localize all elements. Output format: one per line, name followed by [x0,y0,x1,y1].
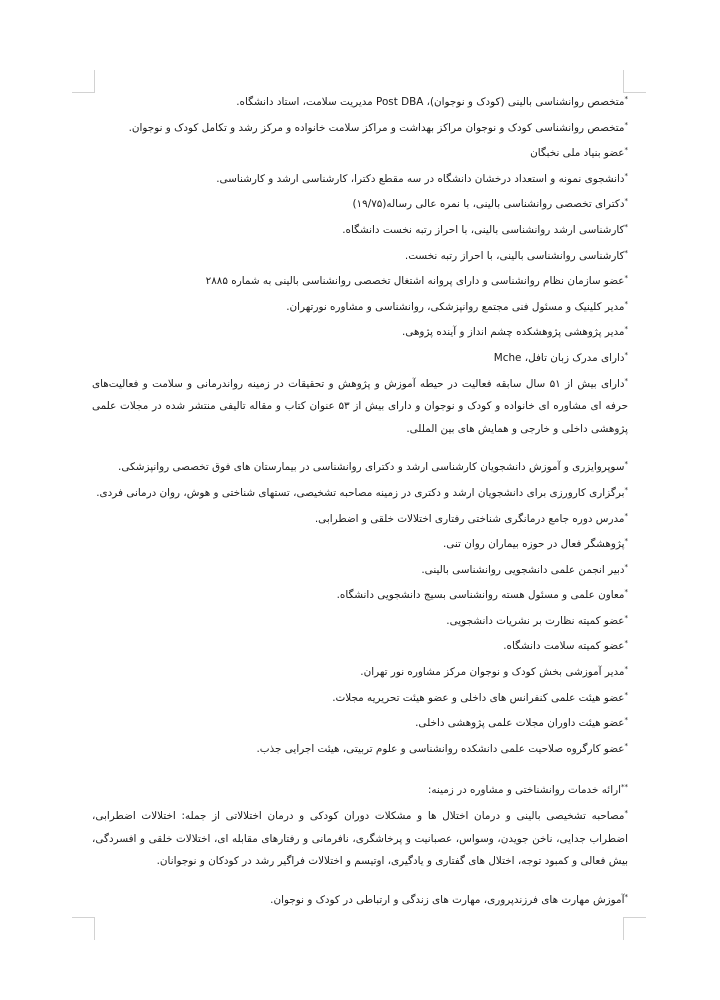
paragraph: *مدیر کلینیک و مسئول فنی مجتمع روانپزشکی، روانشناسی و مشاوره نورتهران. [286,299,628,313]
bullet-star: * [624,716,628,725]
paragraph: *کارشناسی ارشد روانشناسی بالینی، با احراز رتبه نخست دانشگاه. [342,222,628,236]
paragraph: *عضو هیئت علمی کنفرانس های داخلی و عضو هیئت تحریریه مجلات. [332,690,628,704]
paragraph: *مدیر پژوهشی پژوهشکده چشم انداز و آینده پژوهی. [401,325,628,339]
paragraph: *عضو هیئت داوران مجلات علمی پژوهشی داخلی. [415,716,628,730]
bullet-star: * [624,325,628,334]
bullet-star: * [624,690,628,699]
paragraph: *مدرس دوره جامع درمانگری شناختی رفتاری اختلالات خلقی و اضطرابی. [314,511,628,525]
paragraph: *آموزش مهارت های فرزندپروری، مهارت های زندگی و ارتباطی در کودک و نوجوان. [270,892,628,906]
paragraph: *کارشناسی روانشناسی بالینی، با احراز رتبه نخست. [404,248,628,262]
paragraph: *سوپروایزری و آموزش دانشجویان کارشناسی ارشد و دکترای روانشناسی در بیمارستان های فوق تخصصی روانپزشکی. [118,460,628,474]
bullet-star: * [624,120,628,129]
bullet-star: * [624,665,628,674]
bullet-star: * [624,892,628,901]
paragraph: *متخصص روانشناسی بالینی (کودک و نوجوان)، Post DBA مدیریت سلامت، استاد دانشگاه. [236,95,628,108]
paragraph: *برگزاری کارورزی برای دانشجویان ارشد و دکتری در زمینه مصاحبه تشخیصی، تستهای شناختی و هوش، روان درمانی فردی. [96,485,628,499]
paragraph: *دکترای تخصصی روانشناسی بالینی، با نمره عالی رساله(۱۹/۷۵) [352,197,628,211]
bullet-star: * [624,274,628,283]
bullet-star: * [624,562,628,571]
bullet-star: * [624,350,628,359]
paragraph: *مدیر آموزشی بخش کودک و نوجوان مرکز مشاوره نور تهران. [360,665,628,679]
crop-mark-bottom-left [72,917,95,940]
paragraph: *عضو کمیته نظارت بر نشریات دانشجویی. [446,613,628,627]
bullet-star: * [624,485,628,494]
bullet-star: * [624,222,628,231]
document-body [92,88,628,911]
bullet-star: * [624,171,628,180]
bullet-star: ** [621,783,628,792]
bullet-star: * [624,588,628,597]
bullet-star: * [624,248,628,257]
bullet-star: * [624,809,628,818]
paragraph: *عضو بنیاد ملی نخبگان [530,146,628,160]
bullet-star: * [624,511,628,520]
bullet-star: * [624,376,629,385]
paragraph: *مصاحبه تشخیصی بالینی و درمان اختلال ها و مشکلات دوران کودکی و درمان اختلالاتی از جمله: اختلالات اضطرابی، اضطراب جدایی، ناخن جویدن، وسواس، عصبانیت و پرخاشگری، نافرمانی و رفتارهای مقابله ای، اختلالات خلقی و افسردگی، بیش فعالی و کمبود توجه، اختلال های گفتاری و یادگیری، اوتیسم و اختلالات فراگیر رشد در کودکان و نوجوانان. [92,809,628,868]
bullet-star: * [624,197,628,206]
bullet-star: * [624,460,628,469]
bullet-star: * [624,95,628,103]
paragraph: *دارای بیش از ۵۱ سال سابقه فعالیت در حیطه آموزش و پژوهش و تحقیقات در زمینه رواندرمانی و سلامت و فعالیت‌های حرفه ای مشاوره ای خانواده و کودک و نوجوان و دارای بیش از ۵۳ عنوان کتاب و مقاله تالیفی منتشر شده در مجلات علمی پژوهشی داخلی و خارجی و همایش های بین المللی. [92,376,629,435]
bullet-star: * [624,299,628,308]
paragraph: *عضو سازمان نظام روانشناسی و دارای پروانه اشتغال تخصصی روانشناسی بالینی به شماره ۲۸۸۵ [205,274,628,288]
bullet-star: * [624,146,628,155]
bullet-star: * [624,639,628,648]
bullet-star: * [624,537,628,546]
bullet-star: * [624,741,628,750]
bullet-star: * [624,613,628,622]
crop-mark-bottom-right [623,917,646,940]
section-heading: **ارائه خدمات روانشناختی و مشاوره در زمینه: [427,783,628,797]
paragraph: *دانشجوی نمونه و استعداد درخشان دانشگاه در سه مقطع دکترا، کارشناسی ارشد و کارشناسی. [216,171,628,185]
paragraph: *دارای مدرک زبان تافل، Mche [493,350,628,364]
paragraph: *معاون علمی و مسئول هسته روانشناسی بسیج دانشجویی دانشگاه. [336,588,628,602]
paragraph: *عضو کارگروه صلاحیت علمی دانشکده روانشناسی و علوم تربیتی، هیئت اجرایی جذب. [256,741,628,755]
paragraph: *عضو کمیته سلامت دانشگاه. [503,639,628,653]
paragraph: *پژوهشگر فعال در حوزه بیماران روان تنی. [442,537,628,551]
paragraph: *متخصص روانشناسی کودک و نوجوان مراکز بهداشت و مراکز سلامت خانواده و مرکز رشد و تکامل کودک و نوجوان. [128,120,628,134]
paragraph: *دبیر انجمن علمی دانشجویی روانشناسی بالینی. [421,562,628,576]
